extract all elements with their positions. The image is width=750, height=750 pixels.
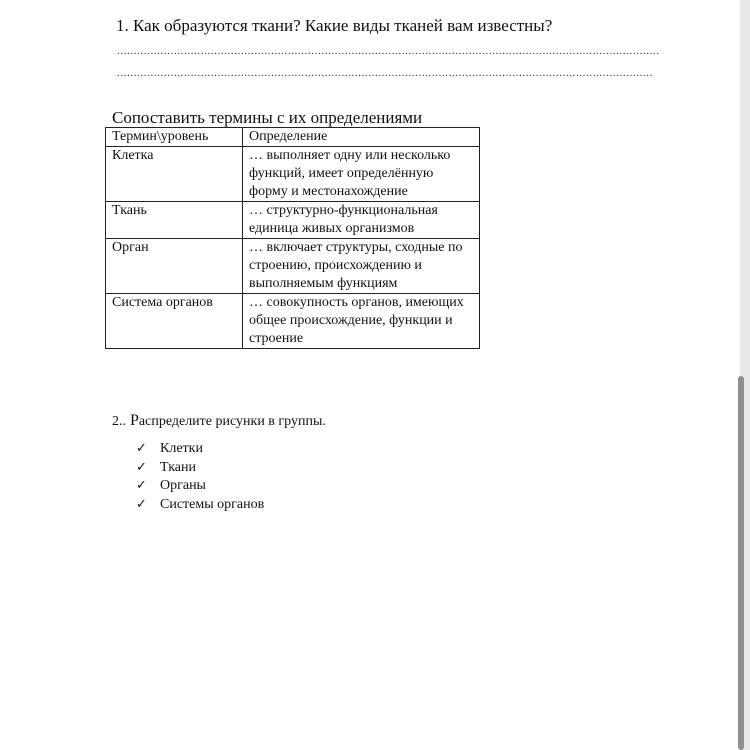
check-icon: ✓ [136,496,147,512]
definition-cell: … структурно-функциональная единица живых организмов [243,202,480,239]
list-item-label: Клетки [160,441,203,456]
groups-list [136,440,264,514]
question-2-number: 2.. [112,414,126,429]
question-2 [112,412,326,430]
list-item-label: Ткани [160,459,196,475]
question-1: 1. Как образуются ткани? Какие виды тканей вам известны? [116,16,553,35]
list-item-label: Органы [160,478,206,493]
list-item [136,440,264,459]
definition-cell: … совокупность органов, имеющих общее происхождение, функции и строение [243,294,480,349]
term-cell: Система органов [106,294,243,349]
term-cell: Клетка [106,147,243,202]
term-cell: Ткань [106,202,243,239]
list-item [136,477,264,496]
table-row [106,294,480,349]
check-icon: ✓ [136,459,147,475]
table-row [106,147,480,202]
matching-title: Сопоставить термины с их определениями [112,108,423,127]
term-cell: Орган [106,239,243,294]
check-icon: ✓ [136,478,147,493]
check-icon: ✓ [136,441,147,456]
terms-table [105,127,480,349]
vertical-scrollbar[interactable] [738,376,744,750]
definition-cell: … выполняет одну или несколько функций, имеет определённую форму и местонахождение [243,147,480,202]
definition-cell: … включает структуры, сходные по строению, происхождению и выполняемым функциям [243,239,480,294]
answer-line: .................................................................................................................................................................. [117,45,660,57]
list-item [136,459,264,478]
question-2-lead: Р [126,412,139,429]
column-header-definition: Определение [243,128,480,147]
list-item-label: Системы органов [160,496,265,512]
answer-line: ................................................................................................................................................................ [117,67,653,79]
question-2-text: аспределите рисунки в группы. [138,414,326,429]
table-row [106,239,480,294]
table-row [106,202,480,239]
list-item [136,496,264,515]
column-header-term: Термин\уровень [106,128,243,147]
table-header-row [106,128,480,147]
